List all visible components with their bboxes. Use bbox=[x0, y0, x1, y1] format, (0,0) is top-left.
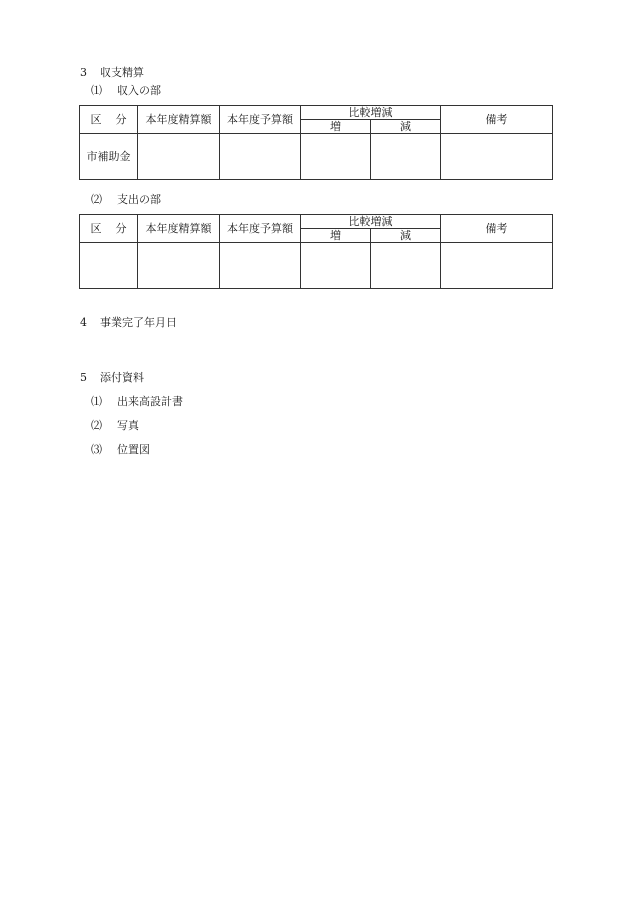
income-header-compare: 比較増減 bbox=[301, 106, 441, 120]
attachment-1-number: ⑴ bbox=[91, 395, 102, 408]
expense-row-settled bbox=[138, 243, 220, 289]
section3-title: 収支精算 bbox=[100, 66, 144, 79]
expense-header-compare: 比較増減 bbox=[301, 215, 441, 229]
income-number: ⑴ bbox=[91, 84, 102, 97]
expense-header-budget: 本年度予算額 bbox=[220, 215, 301, 243]
income-row-decrease bbox=[371, 134, 441, 180]
income-header-increase: 増 bbox=[301, 120, 371, 134]
expense-row-kubun bbox=[80, 243, 138, 289]
income-row-budget bbox=[220, 134, 301, 180]
expense-heading bbox=[91, 193, 161, 207]
section4-number: 4 bbox=[80, 316, 87, 329]
income-title: 収入の部 bbox=[117, 84, 161, 97]
expense-header-decrease: 減 bbox=[371, 229, 441, 243]
section3-heading bbox=[80, 66, 144, 80]
attachment-1-label: 出来高設計書 bbox=[117, 395, 183, 408]
attachment-3-label: 位置図 bbox=[117, 443, 150, 456]
list-item bbox=[91, 443, 150, 457]
expense-header-increase: 増 bbox=[301, 229, 371, 243]
income-row-settled bbox=[138, 134, 220, 180]
expense-row-budget bbox=[220, 243, 301, 289]
expense-number: ⑵ bbox=[91, 193, 102, 206]
income-heading bbox=[91, 84, 161, 98]
section5-title: 添付資料 bbox=[100, 371, 144, 384]
expense-title: 支出の部 bbox=[117, 193, 161, 206]
expense-row-increase bbox=[301, 243, 371, 289]
section4-title: 事業完了年月日 bbox=[100, 316, 177, 329]
section4-heading bbox=[80, 316, 177, 330]
income-row-increase bbox=[301, 134, 371, 180]
section5-heading bbox=[80, 371, 144, 385]
section3-number: 3 bbox=[80, 66, 87, 79]
expense-table bbox=[79, 214, 553, 289]
attachment-2-number: ⑵ bbox=[91, 419, 102, 432]
income-header-decrease: 減 bbox=[371, 120, 441, 134]
attachment-2-label: 写真 bbox=[117, 419, 139, 432]
income-header-kubun: 区 分 bbox=[80, 106, 138, 134]
table-row bbox=[80, 134, 553, 180]
expense-row-decrease bbox=[371, 243, 441, 289]
expense-row-remarks bbox=[441, 243, 553, 289]
income-row-remarks bbox=[441, 134, 553, 180]
attachment-3-number: ⑶ bbox=[91, 443, 102, 456]
table-row bbox=[80, 243, 553, 289]
list-item bbox=[91, 419, 139, 433]
list-item bbox=[91, 395, 183, 409]
income-header-budget: 本年度予算額 bbox=[220, 106, 301, 134]
income-table bbox=[79, 105, 553, 180]
income-row-kubun: 市補助金 bbox=[80, 134, 138, 180]
income-header-settled: 本年度精算額 bbox=[138, 106, 220, 134]
section5-number: 5 bbox=[80, 371, 87, 384]
income-header-remarks: 備考 bbox=[441, 106, 553, 134]
expense-header-settled: 本年度精算額 bbox=[138, 215, 220, 243]
expense-header-remarks: 備考 bbox=[441, 215, 553, 243]
expense-header-kubun: 区 分 bbox=[80, 215, 138, 243]
